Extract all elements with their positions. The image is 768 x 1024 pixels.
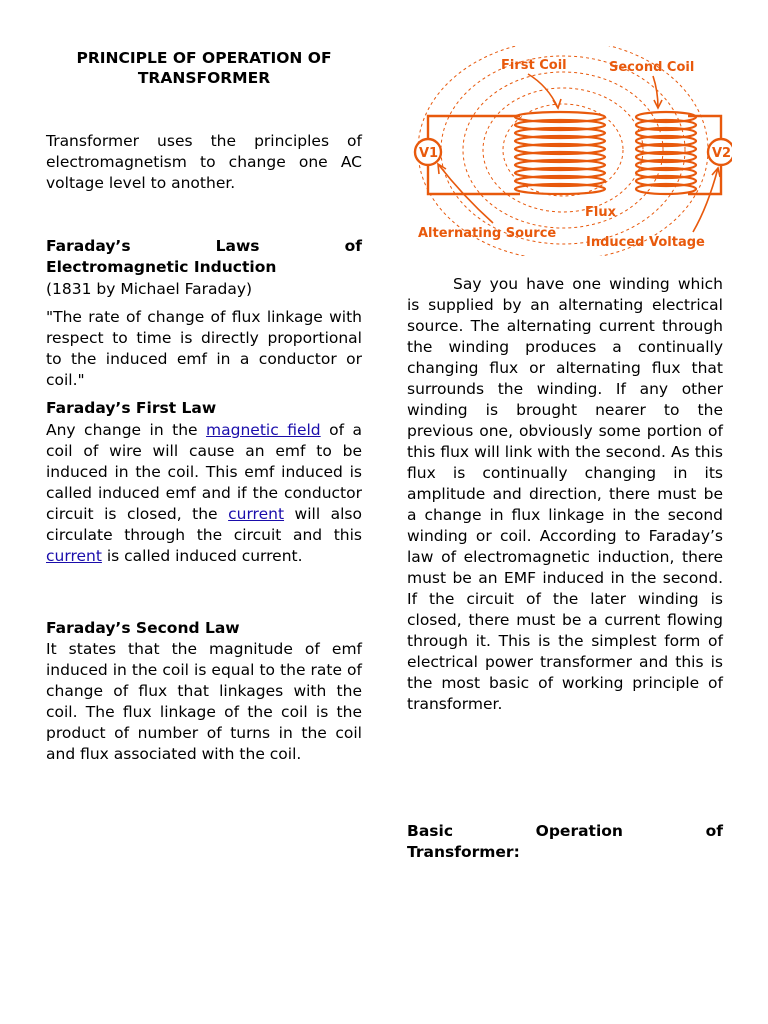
v2-label: V2 <box>712 146 732 161</box>
page-title: PRINCIPLE OF OPERATION OF TRANSFORMER <box>76 49 332 87</box>
faraday-quote: "The rate of change of flux linkage with respect to time is directly proportional to the induced emf in a conductor or coil." <box>46 308 362 389</box>
right-paragraph-text: Say you have one winding which is supplied by an alternating electrical source. The alternating current through the winding produces a continually changing flux or alternating flux that surrounds the winding. If any other winding is brought nearer to the previous one, obviously some portion of this flux will link with the second. As this flux is continually changing in its amplitude and direction, there must be a change in flux linkage in the second winding or coil. According to Faraday’s law of electromagnetic induction, there must be an EMF induced in the second. If the circuit of the later winding is closed, there must be a current flowing through it. This is the simplest form of electrical power transformer and this is the most basic of working principle of transformer. <box>407 275 723 713</box>
first-coil <box>515 112 605 194</box>
laws-heading-word: Laws <box>215 237 260 255</box>
laws-heading <box>46 236 362 278</box>
v1-label: V1 <box>419 146 439 161</box>
first-law-text: of a coil of wire will cause an emf to be induced in the coil. This emf induced is called induced emf and if the conductor circuit is closed, the <box>46 421 363 523</box>
second-coil-label: Second Coil <box>609 60 695 75</box>
laws-heading-word: Faraday’s <box>46 237 131 255</box>
second-coil <box>636 112 696 194</box>
laws-subtitle: (1831 by Michael Faraday) <box>46 280 253 298</box>
alternating-source-label: Alternating Source <box>418 226 557 241</box>
laws-heading-word: of <box>344 237 362 255</box>
first-law-heading: Faraday’s First Law <box>46 399 217 417</box>
intro-paragraph: Transformer uses the principles of electromagnetism to change one AC voltage level to another. <box>46 132 362 192</box>
current-link[interactable]: current <box>228 505 285 523</box>
current-link[interactable]: current <box>46 547 102 565</box>
basic-heading-word: Basic <box>407 822 454 840</box>
magnetic-field-link[interactable]: magnetic field <box>206 421 321 439</box>
second-law-heading: Faraday’s Second Law <box>46 619 240 637</box>
first-law-text: will also circulate through the circuit and this <box>46 505 362 544</box>
basic-heading-word: Operation <box>535 822 623 840</box>
basic-heading-word: of <box>705 822 723 840</box>
basic-operation-heading <box>407 821 723 863</box>
first-coil-label: First Coil <box>501 58 567 73</box>
flux-label: Flux <box>585 205 616 220</box>
transformer-diagram <box>408 46 732 256</box>
laws-heading-line2: Electromagnetic Induction <box>46 258 277 276</box>
basic-heading-line1 <box>407 821 723 842</box>
first-law-text: is called induced current. <box>101 547 303 565</box>
laws-heading-line1 <box>46 236 362 257</box>
second-law-paragraph: It states that the magnitude of emf induced in the coil is equal to the rate of change of flux that linkages with the coil. The flux linkage of the coil is the product of number of turns in the coil and flux associated with the coil. <box>46 640 362 763</box>
basic-heading-line2: Transformer: <box>407 843 520 861</box>
right-paragraph <box>407 274 723 715</box>
first-law-paragraph <box>46 420 362 567</box>
first-law-text: Any change in the <box>46 421 207 439</box>
induced-voltage-label: Induced Voltage <box>586 235 705 250</box>
